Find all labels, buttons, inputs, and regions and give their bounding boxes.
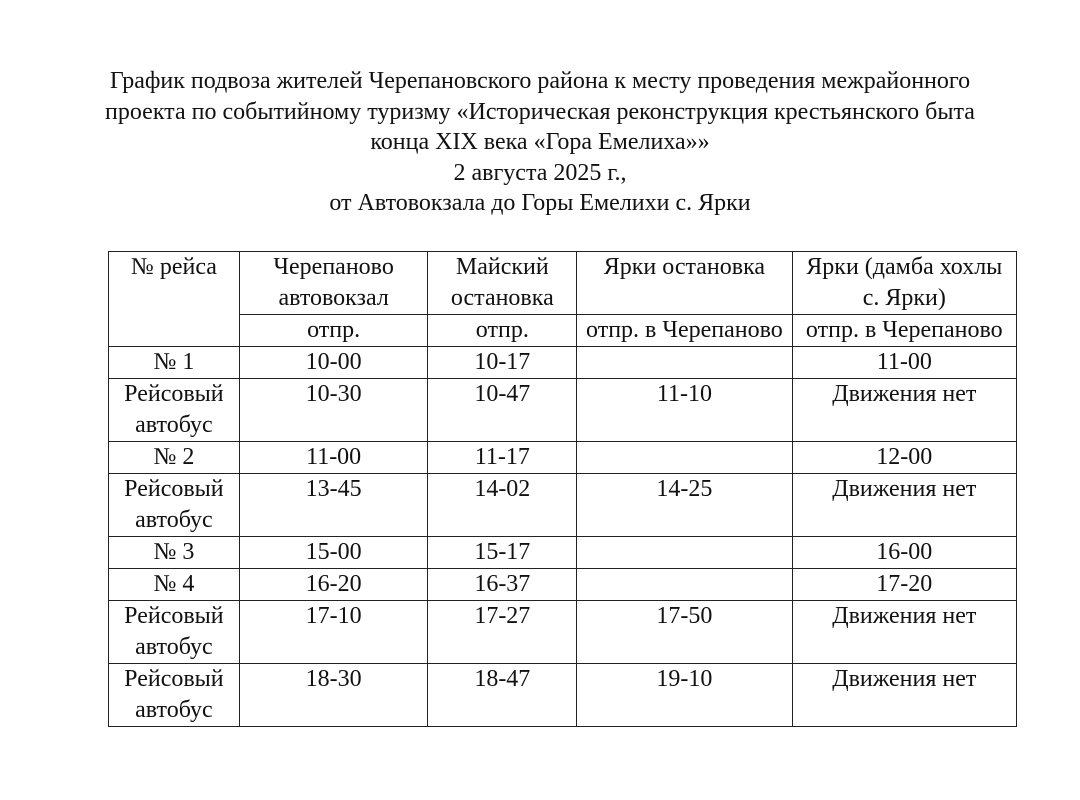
title-line: конца XIX века «Гора Емелиха»» [370,129,710,155]
table-row [109,537,1017,569]
table-row [109,347,1017,379]
table-row [109,442,1017,474]
maysky-time-cell: 10-17 [428,347,577,379]
table-row [109,379,1017,442]
maysky-time-cell: 15-17 [428,537,577,569]
subheader-yarki-departure: отпр. в Черепаново [577,315,792,347]
table-row [109,664,1017,727]
trip-cell: Рейсовый автобус [109,601,240,664]
cherepanovo-time-cell: 13-45 [239,474,428,537]
dam-time-cell: 12-00 [792,442,1016,474]
yarki-time-cell: 14-25 [577,474,792,537]
trip-cell: Рейсовый автобус [109,664,240,727]
yarki-time-cell [577,569,792,601]
dam-time-cell: Движения нет [792,474,1016,537]
table-row [109,474,1017,537]
dam-time-cell: 11-00 [792,347,1016,379]
table-row [109,569,1017,601]
subheader-row [109,315,1017,347]
maysky-time-cell: 16-37 [428,569,577,601]
maysky-time-cell: 14-02 [428,474,577,537]
yarki-time-cell [577,537,792,569]
trip-cell: № 3 [109,537,240,569]
header-cherepanovo-station: Черепаново автовокзал [239,252,428,315]
title-line: График подвоза жителей Черепановского района к месту проведения межрайонного [109,68,971,94]
cherepanovo-time-cell: 16-20 [239,569,428,601]
maysky-time-cell: 18-47 [428,664,577,727]
header-maysky-stop: Майский остановка [428,252,577,315]
dam-time-cell: Движения нет [792,664,1016,727]
cherepanovo-time-cell: 18-30 [239,664,428,727]
maysky-time-cell: 17-27 [428,601,577,664]
trip-cell: № 2 [109,442,240,474]
cherepanovo-time-cell: 10-30 [239,379,428,442]
yarki-time-cell: 17-50 [577,601,792,664]
cherepanovo-time-cell: 11-00 [239,442,428,474]
yarki-time-cell [577,347,792,379]
trip-cell: Рейсовый автобус [109,474,240,537]
dam-time-cell: 16-00 [792,537,1016,569]
title-line: проекта по событийному туризму «Историческая реконструкция крестьянского быта [105,98,975,125]
dam-time-cell: Движения нет [792,379,1016,442]
header-yarki-dam: Ярки (дамба хохлы с. Ярки) [792,252,1016,315]
yarki-time-cell: 19-10 [577,664,792,727]
cherepanovo-time-cell: 17-10 [239,601,428,664]
yarki-time-cell [577,442,792,474]
maysky-time-cell: 11-17 [428,442,577,474]
dam-time-cell: 17-20 [792,569,1016,601]
cherepanovo-time-cell: 10-00 [239,347,428,379]
yarki-time-cell: 11-10 [577,379,792,442]
title-date: 2 августа 2025 г., [453,159,627,186]
trip-cell: № 1 [109,347,240,379]
header-trip-number: № рейса [109,252,240,347]
table-row [109,601,1017,664]
schedule-table [108,251,1017,727]
subheader-cherepanovo-departure: отпр. [239,315,428,347]
header-yarki-stop: Ярки остановка [577,252,792,315]
trip-cell: Рейсовый автобус [109,379,240,442]
maysky-time-cell: 10-47 [428,379,577,442]
dam-time-cell: Движения нет [792,601,1016,664]
trip-cell: № 4 [109,569,240,601]
subheader-maysky-departure: отпр. [428,315,577,347]
subheader-dam-departure: отпр. в Черепаново [792,315,1016,347]
header-row [109,252,1017,315]
cherepanovo-time-cell: 15-00 [239,537,428,569]
title-route: от Автовокзала до Горы Емелихи с. Ярки [329,190,751,216]
document-title [40,66,1040,219]
